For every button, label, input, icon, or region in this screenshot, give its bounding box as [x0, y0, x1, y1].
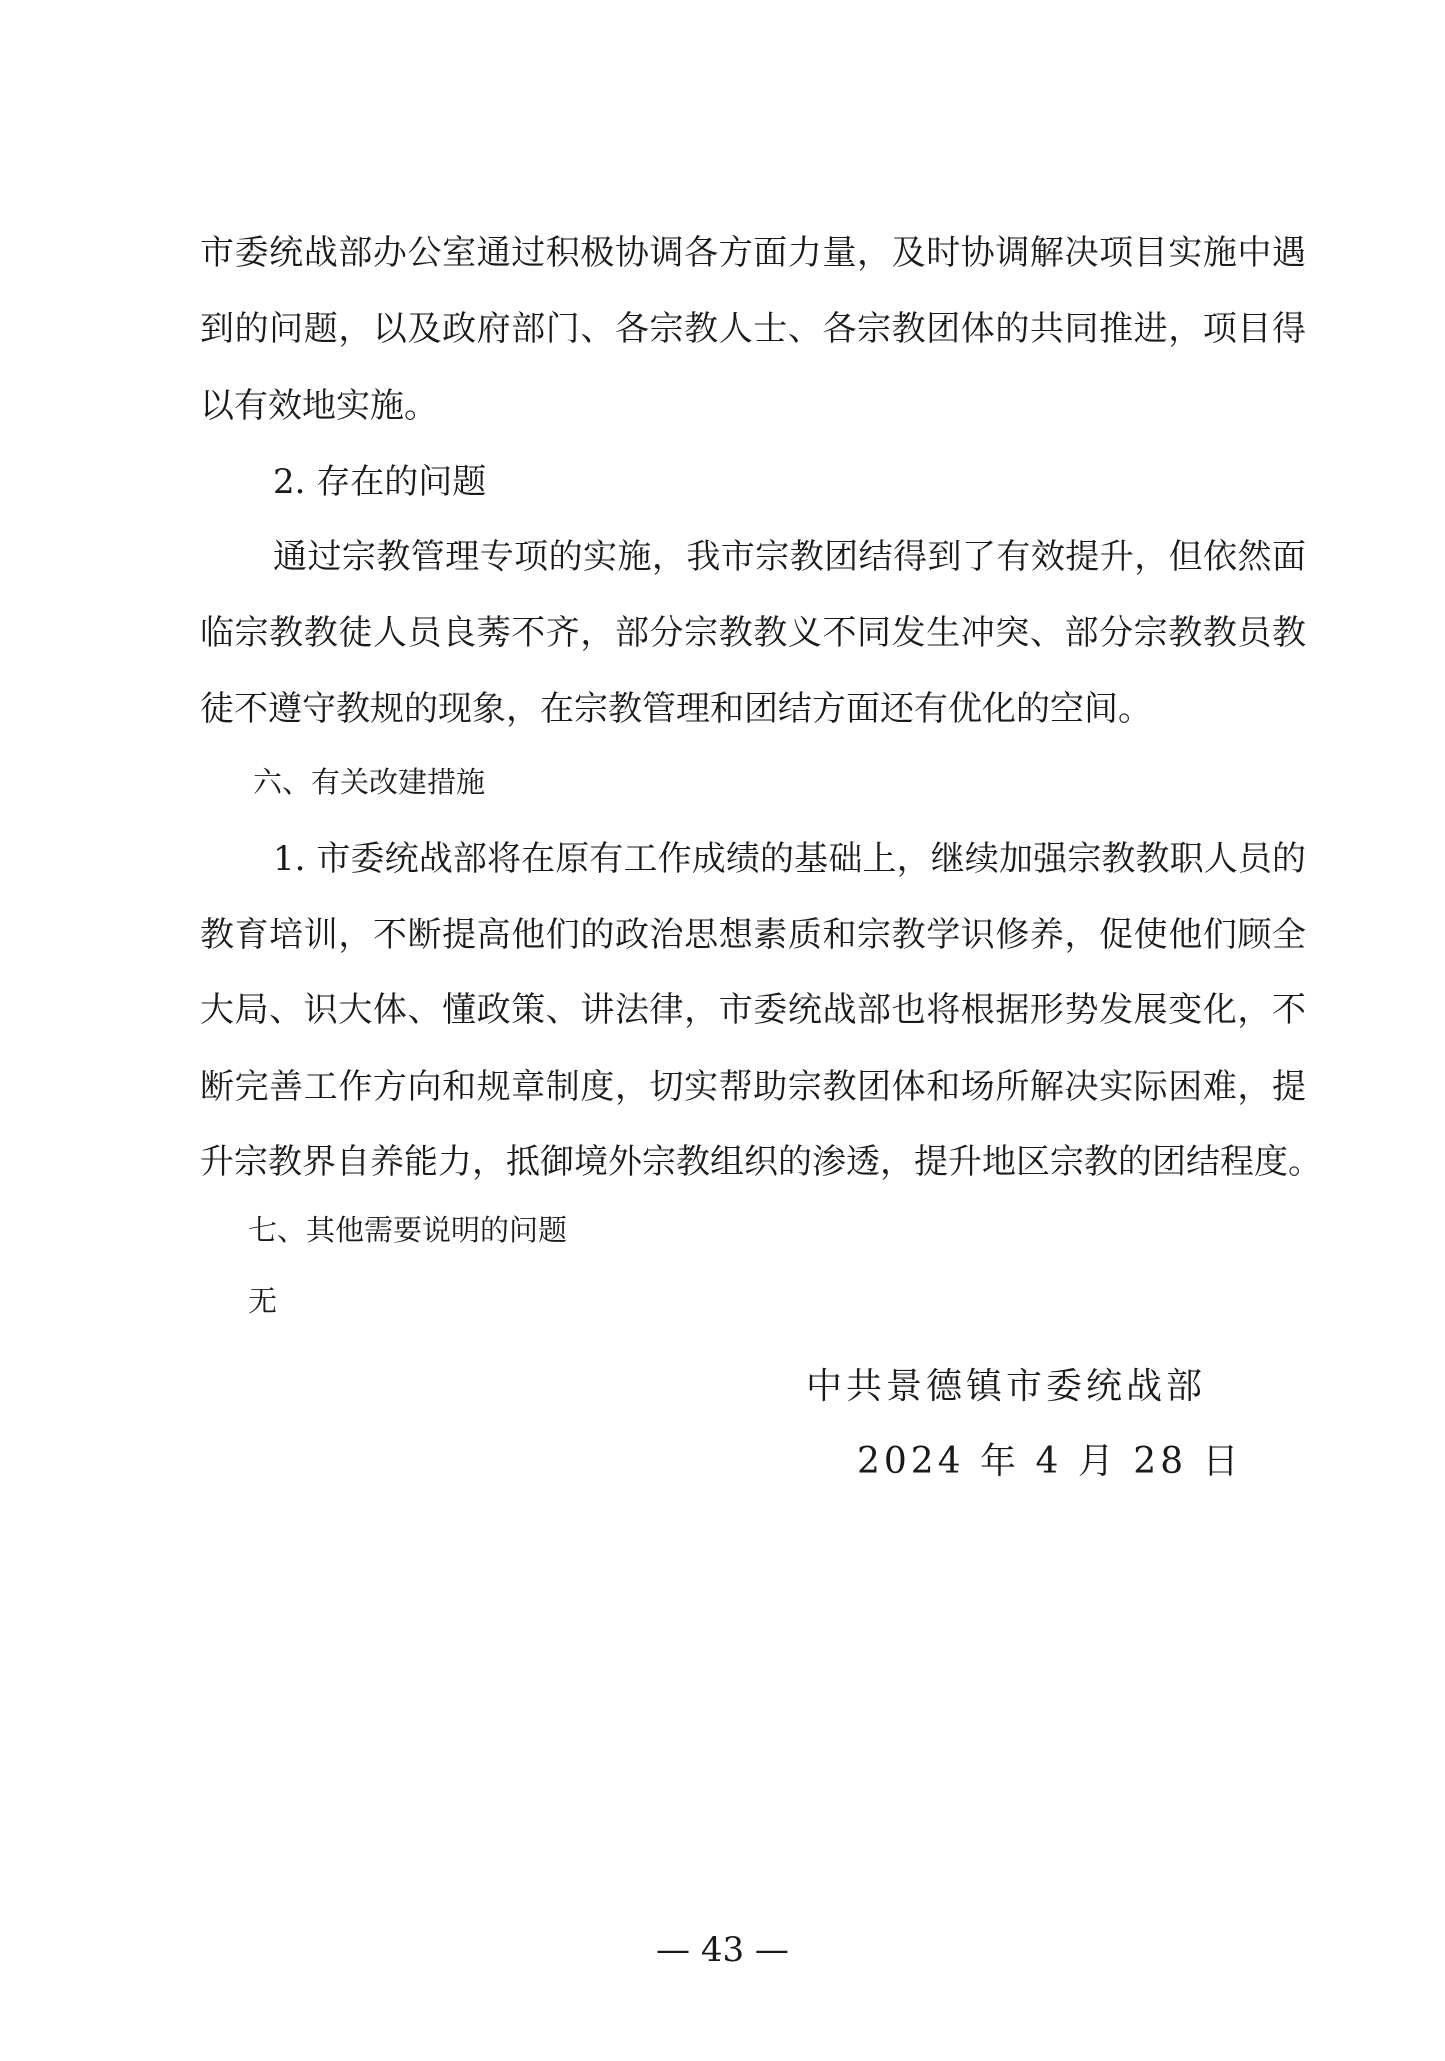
- section-heading-7: 七、其他需要说明的问题: [248, 1213, 568, 1247]
- subheading-problems: 2. 存在的问题: [273, 462, 487, 502]
- section-7-content: 无: [248, 1284, 278, 1318]
- body-line: 1. 市委统战部将在原有工作成绩的基础上，继续加强宗教教职人员的: [273, 839, 1306, 879]
- body-line: 断完善工作方向和规章制度，切实帮助宗教团体和场所解决实际困难，提: [200, 1067, 1306, 1107]
- body-line: 大局、识大体、懂政策、讲法律，市委统战部也将根据形势发展变化，不: [200, 990, 1306, 1030]
- body-line: 市委统战部办公室通过积极协调各方面力量，及时协调解决项目实施中遇: [200, 233, 1306, 273]
- body-line: 以有效地实施。: [200, 386, 438, 426]
- body-line: 教育培训，不断提高他们的政治思想素质和宗教学识修养，促使他们顾全: [200, 915, 1306, 955]
- body-line: 到的问题，以及政府部门、各宗教人士、各宗教团体的共同推进，项目得: [200, 309, 1306, 349]
- page-number: — 43 —: [656, 1930, 789, 1970]
- signature-organization: 中共景德镇市委统战部: [806, 1366, 1207, 1407]
- body-line: 通过宗教管理专项的实施，我市宗教团结得到了有效提升，但依然面: [273, 537, 1306, 577]
- section-heading-6: 六、有关改建措施: [253, 765, 486, 799]
- body-line: 升宗教界自养能力，抵御境外宗教组织的渗透，提升地区宗教的团结程度。: [200, 1142, 1322, 1182]
- body-line: 临宗教教徒人员良莠不齐，部分宗教教义不同发生冲突、部分宗教教员教: [200, 613, 1306, 653]
- signature-date: 2024 年 4 月 28 日: [857, 1441, 1243, 1482]
- body-line: 徒不遵守教规的现象，在宗教管理和团结方面还有优化的空间。: [200, 689, 1152, 729]
